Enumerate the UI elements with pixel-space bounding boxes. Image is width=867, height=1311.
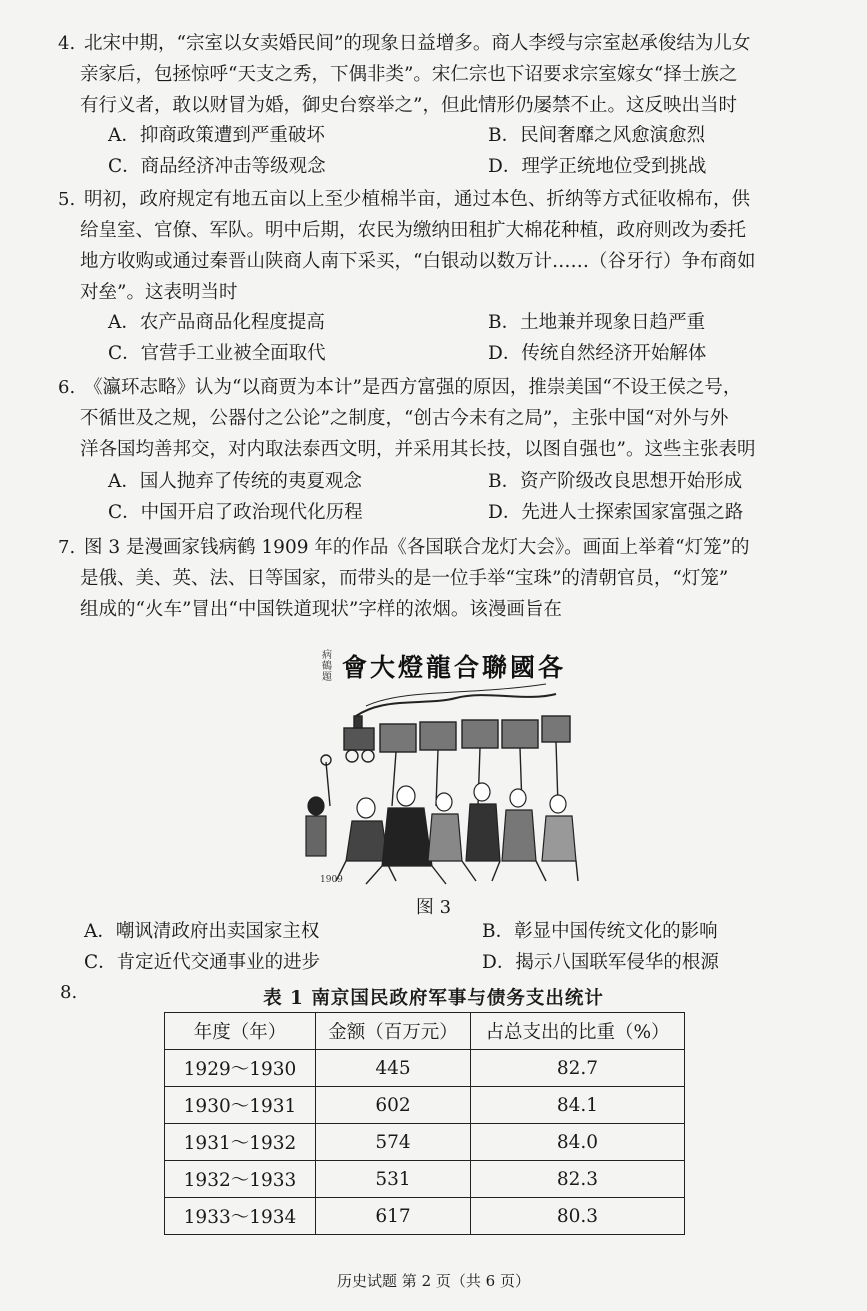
question-text-line: 《瀛环志略》认为“以商贾为本计”是西方富强的原因，推崇美国“不设王侯之号， bbox=[84, 377, 742, 398]
table-cell: 531 bbox=[316, 1161, 471, 1198]
table-row bbox=[165, 1087, 685, 1124]
expenditure-table bbox=[164, 1012, 685, 1235]
cartoon-drawing bbox=[296, 676, 581, 886]
table-cell: 84.0 bbox=[471, 1124, 685, 1161]
table-cell: 1930～1931 bbox=[165, 1087, 316, 1124]
column-header: 金额（百万元） bbox=[316, 1013, 471, 1050]
option-b[interactable]: B．民间奢靡之风愈演愈烈 bbox=[488, 125, 706, 146]
cartoon-figure-3 bbox=[296, 648, 581, 886]
question-number: 6. bbox=[58, 377, 76, 398]
question-4 bbox=[58, 28, 814, 121]
option-a[interactable]: A．国人抛弃了传统的夷夏观念 bbox=[108, 471, 362, 492]
table-cell: 84.1 bbox=[471, 1087, 685, 1124]
option-b[interactable]: B．资产阶级改良思想开始形成 bbox=[488, 471, 743, 492]
question-7-options bbox=[84, 916, 814, 978]
question-text-line: 地方收购或通过秦晋山陕商人南下采买，“白银动以数万计……（谷牙行）争布商如 bbox=[80, 251, 756, 272]
table-cell: 1933～1934 bbox=[165, 1198, 316, 1235]
table-row bbox=[165, 1050, 685, 1087]
question-text-line: 北宋中期，“宗室以女卖婚民间”的现象日益增多。商人李绶与宗室赵承俊结为儿女 bbox=[84, 33, 751, 54]
table-header-row bbox=[165, 1013, 685, 1050]
option-d[interactable]: D．揭示八国联军侵华的根源 bbox=[482, 952, 719, 973]
option-d[interactable]: D．理学正统地位受到挑战 bbox=[488, 156, 707, 177]
question-number: 8. bbox=[60, 982, 78, 1003]
question-number: 5. bbox=[58, 189, 76, 210]
cartoon-title: 會大燈龍合聯國各 bbox=[342, 653, 567, 682]
option-d[interactable]: D．先进人士探索国家富强之路 bbox=[488, 502, 744, 523]
svg-text:1909: 1909 bbox=[320, 875, 343, 885]
question-text-line: 有行义者，敢以财冒为婚，御史台察举之”，但此情形仍屡禁不止。这反映出当时 bbox=[80, 95, 737, 116]
page-footer: 历史试题 第 2 页（共 6 页） bbox=[337, 1272, 530, 1290]
column-header: 年度（年） bbox=[165, 1013, 316, 1050]
table-cell: 445 bbox=[316, 1050, 471, 1087]
table-title: 表 1 南京国民政府军事与债务支出统计 bbox=[263, 988, 604, 1009]
question-4-options bbox=[108, 120, 808, 182]
question-5 bbox=[58, 184, 814, 308]
table-cell: 82.3 bbox=[471, 1161, 685, 1198]
table-cell: 80.3 bbox=[471, 1198, 685, 1235]
figure-caption: 图 3 bbox=[415, 897, 452, 918]
table-row bbox=[165, 1124, 685, 1161]
question-text-line: 组成的“火车”冒出“中国铁道现状”字样的浓烟。该漫画旨在 bbox=[80, 599, 562, 620]
question-text-line: 图 3 是漫画家钱病鹤 1909 年的作品《各国联合龙灯大会》。画面上举着“灯笼”的 bbox=[84, 537, 750, 558]
question-text-line: 亲家后，包拯惊呼“天支之秀，下偶非类”。宋仁宗也下诏要求宗室嫁女“择士族之 bbox=[80, 64, 738, 85]
question-6-options bbox=[108, 466, 808, 528]
question-text-line: 给皇室、官僚、军队。明中后期，农民为缴纳田租扩大棉花种植，政府则改为委托 bbox=[80, 220, 747, 241]
option-a[interactable]: A．抑商政策遭到严重破坏 bbox=[108, 125, 325, 146]
question-text-line: 不循世及之规，公器付之公论”之制度，“创古今未有之局”，主张中国“对外与外 bbox=[80, 408, 729, 429]
table-cell: 1931～1932 bbox=[165, 1124, 316, 1161]
option-a[interactable]: A．嘲讽清政府出卖国家主权 bbox=[84, 921, 320, 942]
question-6 bbox=[58, 372, 814, 465]
question-text-line: 明初，政府规定有地五亩以上至少植棉半亩，通过本色、折纳等方式征收棉布，供 bbox=[84, 189, 751, 210]
option-c[interactable]: C．官营手工业被全面取代 bbox=[108, 343, 326, 364]
table-cell: 1929～1930 bbox=[165, 1050, 316, 1087]
question-number: 7. bbox=[58, 537, 76, 558]
table-cell: 617 bbox=[316, 1198, 471, 1235]
column-header: 占总支出的比重（%） bbox=[471, 1013, 685, 1050]
question-5-options bbox=[108, 307, 808, 369]
question-number: 4. bbox=[58, 33, 76, 54]
table-cell: 574 bbox=[316, 1124, 471, 1161]
option-c[interactable]: C．肯定近代交通事业的进步 bbox=[84, 952, 321, 973]
table-cell: 602 bbox=[316, 1087, 471, 1124]
option-a[interactable]: A．农产品商品化程度提高 bbox=[108, 312, 325, 333]
question-text-line: 是俄、美、英、法、日等国家，而带头的是一位手举“宝珠”的清朝官员，“灯笼” bbox=[80, 568, 729, 589]
question-text-line: 对垒”。这表明当时 bbox=[80, 282, 238, 303]
option-b[interactable]: B．彰显中国传统文化的影响 bbox=[482, 921, 718, 942]
option-c[interactable]: C．中国开启了政治现代化历程 bbox=[108, 502, 363, 523]
question-7 bbox=[58, 532, 814, 625]
question-text-line: 洋各国均善邦交，对内取法泰西文明，并采用其长技，以图自强也”。这些主张表明 bbox=[80, 439, 756, 460]
cartoon-signature: 病鶴題 bbox=[322, 650, 332, 683]
table-row bbox=[165, 1161, 685, 1198]
option-b[interactable]: B．土地兼并现象日趋严重 bbox=[488, 312, 706, 333]
table-cell: 1932～1933 bbox=[165, 1161, 316, 1198]
table-row bbox=[165, 1198, 685, 1235]
option-d[interactable]: D．传统自然经济开始解体 bbox=[488, 343, 707, 364]
table-cell: 82.7 bbox=[471, 1050, 685, 1087]
option-c[interactable]: C．商品经济冲击等级观念 bbox=[108, 156, 326, 177]
